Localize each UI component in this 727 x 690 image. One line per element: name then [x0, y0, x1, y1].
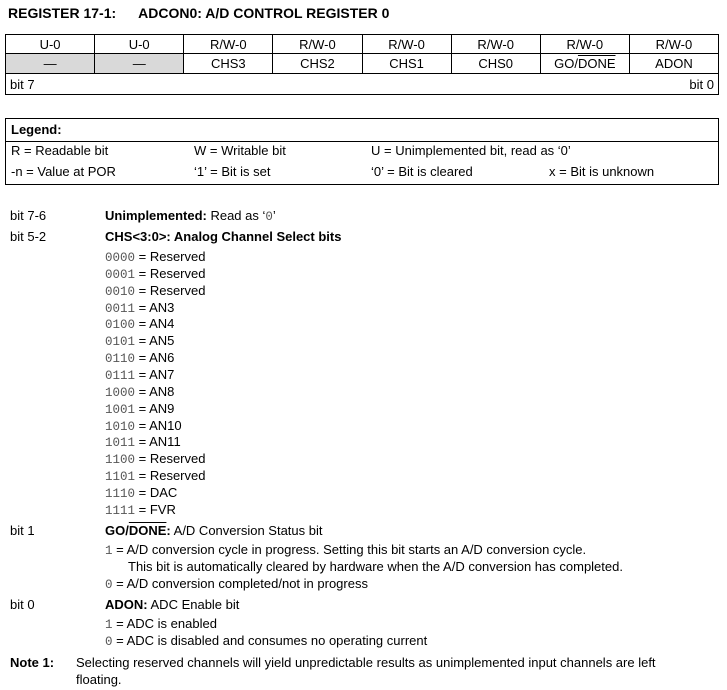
chs-code: 1101	[105, 470, 136, 485]
bit-0-description: ADON: ADC Enable bit	[105, 597, 240, 612]
chs-value: = Reserved	[135, 282, 206, 298]
chs-code: 1000	[105, 385, 136, 400]
bit-1-label: bit 1	[10, 523, 35, 538]
chs-encoding-row	[105, 249, 205, 265]
bit-name-cell: —	[6, 54, 95, 74]
access-cell: R/W-0	[451, 35, 540, 54]
chs-value: = AN4	[135, 316, 175, 332]
chs-encoding-row	[105, 485, 177, 501]
bit-1-description: GO/DONE: A/D Conversion Status bit	[105, 523, 323, 538]
chs-code: 1011	[105, 436, 136, 451]
bit-1-clear-description: 0 = A/D conversion completed/not in progress	[105, 576, 368, 592]
bit-1-set-description: 1 = A/D conversion cycle in progress. Setting this bit starts an A/D conversion cycle.	[105, 542, 587, 558]
bit-0-clear-description: 0 = ADC is disabled and consumes no operating current	[105, 633, 428, 649]
bit-name-cell: ADON	[629, 54, 718, 74]
bit-name-cell: CHS2	[273, 54, 362, 74]
legend-por: -n = Value at POR	[11, 164, 116, 179]
chs-code: 0111	[105, 368, 136, 383]
chs-code: 0001	[105, 267, 136, 282]
note-text: Selecting reserved channels will yield unpredictable results as unimplemented input channels are left	[76, 655, 656, 670]
bit-1-set-description-cont: This bit is automatically cleared by hardware when the A/D conversion has completed.	[128, 559, 623, 574]
bit-low-label: bit 0	[689, 76, 714, 92]
chs-code: 1110	[105, 486, 136, 501]
chs-encoding-row	[105, 468, 205, 484]
chs-encoding-row	[105, 451, 205, 467]
access-cell: U-0	[95, 35, 184, 54]
bit-name-cell: CHS1	[362, 54, 451, 74]
bit-name-cell: —	[95, 54, 184, 74]
legend-writable: W = Writable bit	[194, 143, 286, 158]
bit-range-row	[6, 74, 719, 95]
chs-code: 1001	[105, 402, 136, 417]
chs-value: = AN5	[135, 333, 175, 349]
chs-value: = AN9	[135, 400, 175, 416]
chs-value: = AN3	[135, 299, 175, 315]
chs-code: 0000	[105, 251, 136, 265]
bit-7-6-description: Unimplemented: Read as ‘0’	[105, 208, 276, 224]
chs-encoding-row	[105, 266, 205, 282]
bit-5-2-label: bit 5-2	[10, 229, 47, 244]
bit-5-2-name: CHS<3:0>: Analog Channel Select bits	[105, 229, 342, 244]
chs-code: 0110	[105, 352, 136, 367]
chs-encoding-row	[105, 300, 174, 316]
chs-code: 1010	[105, 419, 136, 434]
chs-encoding-row	[105, 401, 174, 417]
chs-encoding-row	[105, 367, 174, 383]
register-name: ADCON0: A/D CONTROL REGISTER 0	[138, 5, 390, 21]
bit-name-cell: CHS0	[451, 54, 540, 74]
chs-encoding-row	[105, 502, 176, 518]
note-text-cont: floating.	[76, 672, 122, 687]
chs-encoding-row	[105, 418, 182, 434]
register-title	[8, 5, 389, 21]
access-cell: R/W-0	[629, 35, 718, 54]
legend-divider	[6, 141, 718, 142]
bit-high-label: bit 7	[10, 76, 35, 92]
chs-encoding-row	[105, 333, 174, 349]
note-label: Note 1:	[10, 655, 55, 670]
chs-value: = Reserved	[135, 265, 206, 281]
legend-unimplemented: U = Unimplemented bit, read as ‘0’	[371, 143, 571, 158]
legend-box	[5, 118, 719, 185]
bit-name-cell: CHS3	[184, 54, 273, 74]
legend-unknown: x = Bit is unknown	[549, 164, 655, 179]
chs-value: = AN8	[135, 383, 175, 399]
chs-value: = AN7	[135, 366, 175, 382]
chs-code: 0100	[105, 318, 136, 333]
bit-0-set-description: 1 = ADC is enabled	[105, 616, 217, 632]
legend-cleared: ‘0’ = Bit is cleared	[371, 164, 473, 179]
bit-name-row	[6, 54, 719, 74]
legend-set: ‘1’ = Bit is set	[194, 164, 271, 179]
chs-code: 1111	[105, 503, 136, 518]
chs-encoding-row	[105, 350, 174, 366]
chs-value: = AN6	[135, 350, 175, 366]
chs-value: = Reserved	[135, 249, 206, 264]
access-cell: R/W-0	[540, 35, 629, 54]
access-row	[6, 35, 719, 54]
chs-encoding-row	[105, 283, 205, 299]
register-number: REGISTER 17-1:	[8, 5, 117, 21]
chs-code: 1100	[105, 453, 136, 468]
chs-value: = AN11	[135, 434, 181, 450]
legend-readable: R = Readable bit	[11, 143, 109, 158]
bit-0-label: bit 0	[10, 597, 35, 612]
chs-code: 0101	[105, 335, 136, 350]
bit-7-6-label: bit 7-6	[10, 208, 47, 223]
access-cell: R/W-0	[184, 35, 273, 54]
legend-heading: Legend:	[11, 122, 62, 137]
chs-code: 0011	[105, 301, 136, 316]
chs-value: = AN10	[135, 417, 182, 433]
chs-value: = Reserved	[135, 468, 206, 484]
chs-encoding-row	[105, 384, 174, 400]
chs-value: = DAC	[135, 484, 178, 500]
chs-value: = FVR	[135, 501, 176, 517]
bit-name-cell-go-done: GO/DONE	[540, 54, 629, 74]
access-cell: R/W-0	[362, 35, 451, 54]
register-bit-table	[5, 34, 719, 95]
chs-code: 0010	[105, 284, 136, 299]
chs-value: = Reserved	[135, 451, 206, 467]
chs-encoding-row	[105, 316, 174, 332]
access-cell: R/W-0	[273, 35, 362, 54]
access-cell: U-0	[6, 35, 95, 54]
chs-encoding-row	[105, 434, 181, 450]
